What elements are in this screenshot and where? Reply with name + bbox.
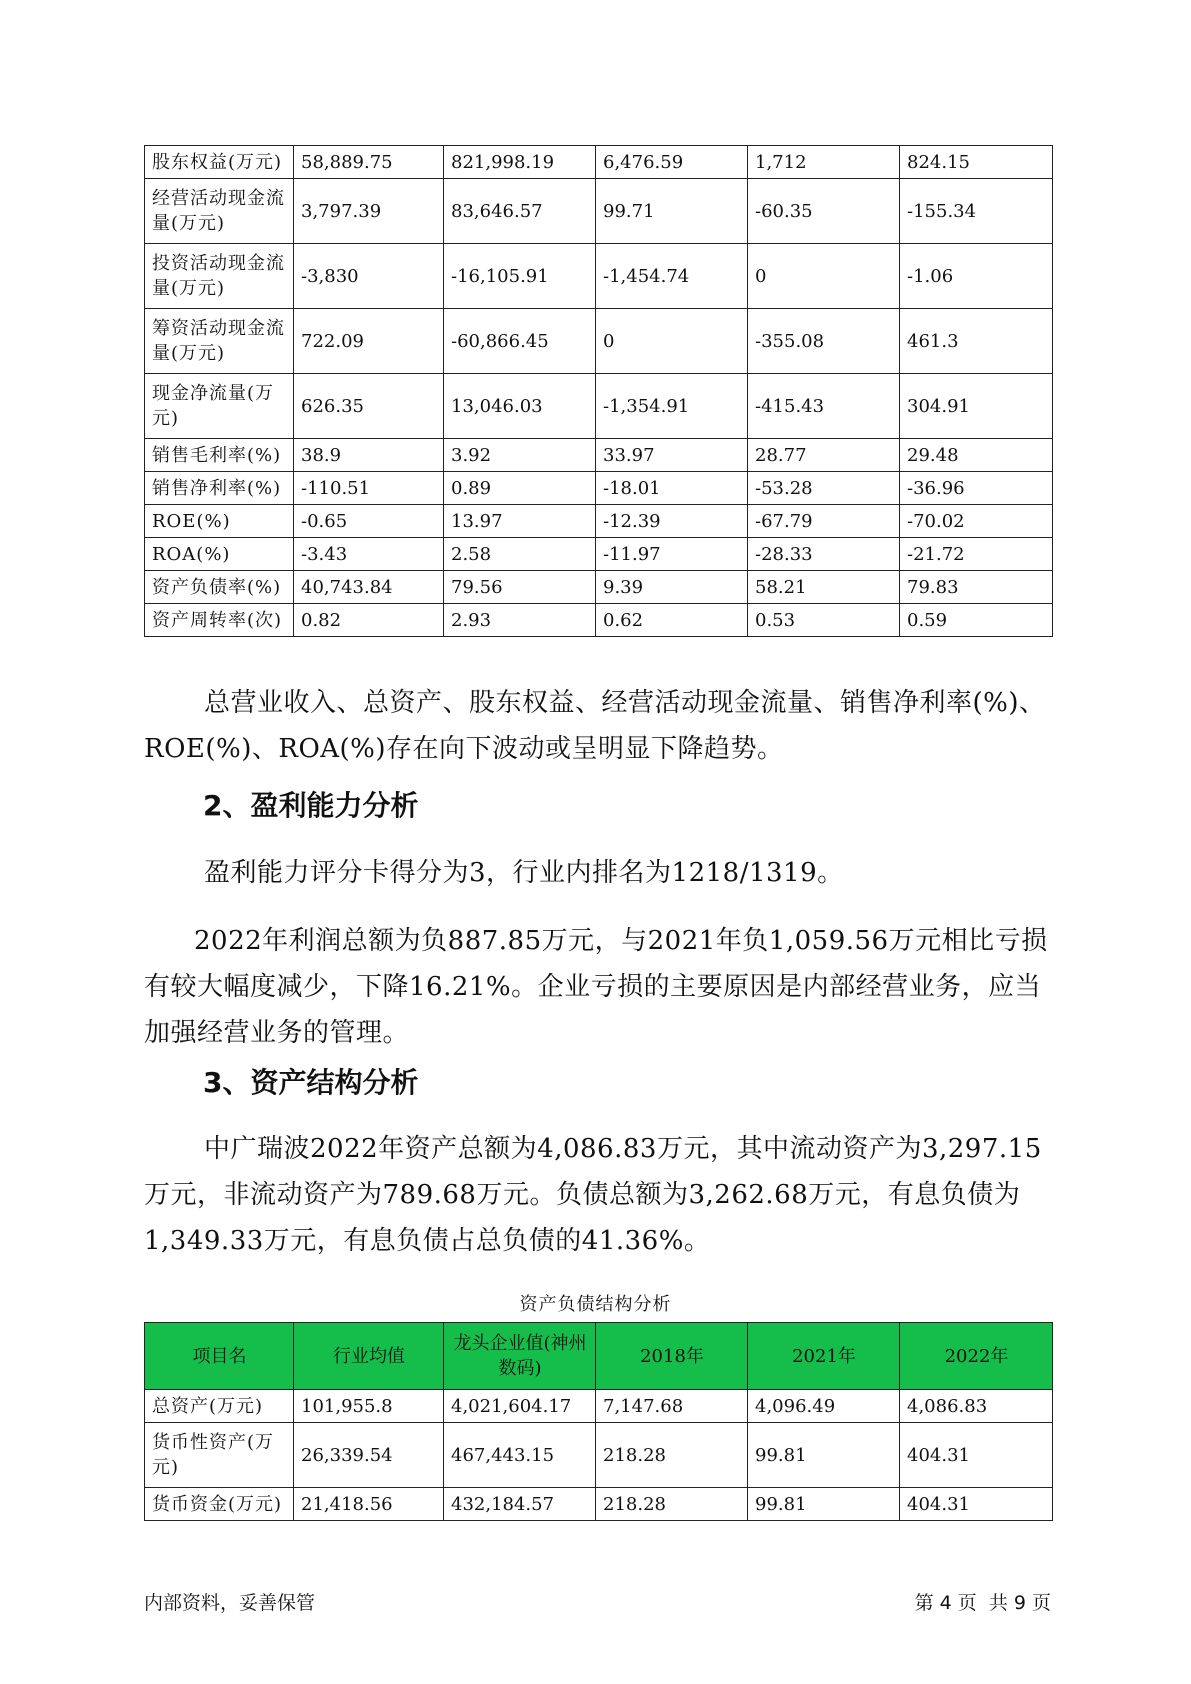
cell-2022: 79.83	[900, 571, 1053, 604]
row-label: 经营活动现金流量(万元)	[145, 179, 294, 244]
row-label: 投资活动现金流量(万元)	[145, 244, 294, 309]
column-header: 2018年	[596, 1323, 748, 1390]
cell-2021: -60.35	[748, 179, 900, 244]
table-row	[145, 309, 1053, 374]
cell-leader: 13.97	[444, 505, 596, 538]
cell-2022: 404.31	[900, 1423, 1053, 1488]
cell-2018: 218.28	[596, 1423, 748, 1488]
cell-leader: 467,443.15	[444, 1423, 596, 1488]
cell-leader: 2.58	[444, 538, 596, 571]
row-label: 销售净利率(%)	[145, 472, 294, 505]
cell-2018: -1,354.91	[596, 374, 748, 439]
cell-2022: 0.59	[900, 604, 1053, 637]
cell-leader: -60,866.45	[444, 309, 596, 374]
cell-2022: 4,086.83	[900, 1390, 1053, 1423]
cell-2021: 99.81	[748, 1488, 900, 1521]
cell-2021: 99.81	[748, 1423, 900, 1488]
asset-liability-table	[144, 1322, 1053, 1521]
row-label: 筹资活动现金流量(万元)	[145, 309, 294, 374]
column-header: 2022年	[900, 1323, 1053, 1390]
cell-industry-avg: 626.35	[294, 374, 444, 439]
cell-industry-avg: 3,797.39	[294, 179, 444, 244]
cell-2018: 0	[596, 309, 748, 374]
cell-leader: 13,046.03	[444, 374, 596, 439]
cell-2018: 9.39	[596, 571, 748, 604]
table-row	[145, 244, 1053, 309]
cell-leader: 0.89	[444, 472, 596, 505]
cell-industry-avg: -0.65	[294, 505, 444, 538]
cell-2022: -1.06	[900, 244, 1053, 309]
table-header-row	[145, 1323, 1053, 1390]
table-row	[145, 374, 1053, 439]
table-row	[145, 146, 1053, 179]
column-header: 项目名	[145, 1323, 294, 1390]
cell-2022: 304.91	[900, 374, 1053, 439]
asset-detail-paragraph: 中广瑞波2022年资产总额为4,086.83万元，其中流动资产为3,297.15万元，非流动资产为789.68万元。负债总额为3,262.68万元，有息负债为1,349.33万元，有息负债占总负债的41.36%。	[144, 1134, 1042, 1256]
cell-2021: -67.79	[748, 505, 900, 538]
section-heading-profitability: 2、盈利能力分析	[203, 789, 419, 822]
cell-2022: -36.96	[900, 472, 1053, 505]
cell-leader: 83,646.57	[444, 179, 596, 244]
cell-2021: 58.21	[748, 571, 900, 604]
cell-industry-avg: 0.82	[294, 604, 444, 637]
cell-2022: 404.31	[900, 1488, 1053, 1521]
cell-industry-avg: 722.09	[294, 309, 444, 374]
cell-industry-avg: -3,830	[294, 244, 444, 309]
cell-2021: -28.33	[748, 538, 900, 571]
row-label: 资产负债率(%)	[145, 571, 294, 604]
cell-2018: 218.28	[596, 1488, 748, 1521]
table-caption: 资产负债结构分析	[519, 1294, 672, 1315]
trend-paragraph: 总营业收入、总资产、股东权益、经营活动现金流量、销售净利率(%)、ROE(%)、ROA(%)存在向下波动或呈明显下降趋势。	[144, 688, 1046, 764]
cell-2022: 824.15	[900, 146, 1053, 179]
cell-leader: 2.93	[444, 604, 596, 637]
cell-2018: 99.71	[596, 179, 748, 244]
table-row	[145, 179, 1053, 244]
row-label: 总资产(万元)	[145, 1390, 294, 1423]
row-label: 货币资金(万元)	[145, 1488, 294, 1521]
cell-2022: -155.34	[900, 179, 1053, 244]
cell-2018: -18.01	[596, 472, 748, 505]
cell-industry-avg: 21,418.56	[294, 1488, 444, 1521]
financial-indicators-table	[144, 145, 1053, 637]
cell-industry-avg: 40,743.84	[294, 571, 444, 604]
column-header: 行业均值	[294, 1323, 444, 1390]
cell-2018: 6,476.59	[596, 146, 748, 179]
cell-2018: -1,454.74	[596, 244, 748, 309]
row-label: 资产周转率(次)	[145, 604, 294, 637]
cell-industry-avg: 58,889.75	[294, 146, 444, 179]
table-row	[145, 604, 1053, 637]
cell-2021: 0.53	[748, 604, 900, 637]
cell-2021: -415.43	[748, 374, 900, 439]
cell-leader: 79.56	[444, 571, 596, 604]
footer-page-number: 第 4 页 共 9 页	[914, 1592, 1051, 1614]
cell-2018: -11.97	[596, 538, 748, 571]
footer-confidential-note: 内部资料，妥善保管	[144, 1592, 316, 1614]
cell-2021: 28.77	[748, 439, 900, 472]
cell-2018: 7,147.68	[596, 1390, 748, 1423]
cell-2021: -53.28	[748, 472, 900, 505]
cell-industry-avg: 26,339.54	[294, 1423, 444, 1488]
cell-industry-avg: -110.51	[294, 472, 444, 505]
cell-leader: 3.92	[444, 439, 596, 472]
cell-2022: -21.72	[900, 538, 1053, 571]
cell-2021: 1,712	[748, 146, 900, 179]
profit-detail-paragraph: 2022年利润总额为负887.85万元，与2021年负1,059.56万元相比亏损有较大幅度减少，下降16.21%。企业亏损的主要原因是内部经营业务，应当加强经营业务的管理。	[144, 926, 1048, 1048]
row-label: 股东权益(万元)	[145, 146, 294, 179]
row-label: ROA(%)	[145, 538, 294, 571]
table-row	[145, 439, 1053, 472]
table-row	[145, 472, 1053, 505]
table-row	[145, 1423, 1053, 1488]
row-label: 销售毛利率(%)	[145, 439, 294, 472]
cell-2018: -12.39	[596, 505, 748, 538]
cell-2021: 4,096.49	[748, 1390, 900, 1423]
cell-leader: -16,105.91	[444, 244, 596, 309]
row-label: ROE(%)	[145, 505, 294, 538]
cell-2022: -70.02	[900, 505, 1053, 538]
table-row	[145, 538, 1053, 571]
table-row	[145, 1488, 1053, 1521]
table-row	[145, 1390, 1053, 1423]
profit-score-paragraph: 盈利能力评分卡得分为3，行业内排名为1218/1319。	[204, 858, 844, 888]
cell-2021: -355.08	[748, 309, 900, 374]
cell-2018: 33.97	[596, 439, 748, 472]
cell-industry-avg: 38.9	[294, 439, 444, 472]
cell-leader: 821,998.19	[444, 146, 596, 179]
column-header: 2021年	[748, 1323, 900, 1390]
cell-industry-avg: 101,955.8	[294, 1390, 444, 1423]
section-heading-asset-structure: 3、资产结构分析	[203, 1066, 419, 1099]
cell-2022: 461.3	[900, 309, 1053, 374]
cell-leader: 432,184.57	[444, 1488, 596, 1521]
table-row	[145, 571, 1053, 604]
table-row	[145, 505, 1053, 538]
cell-leader: 4,021,604.17	[444, 1390, 596, 1423]
cell-2022: 29.48	[900, 439, 1053, 472]
row-label: 现金净流量(万元)	[145, 374, 294, 439]
cell-2021: 0	[748, 244, 900, 309]
cell-2018: 0.62	[596, 604, 748, 637]
cell-industry-avg: -3.43	[294, 538, 444, 571]
column-header: 龙头企业值(神州数码)	[444, 1323, 596, 1390]
row-label: 货币性资产(万元)	[145, 1423, 294, 1488]
